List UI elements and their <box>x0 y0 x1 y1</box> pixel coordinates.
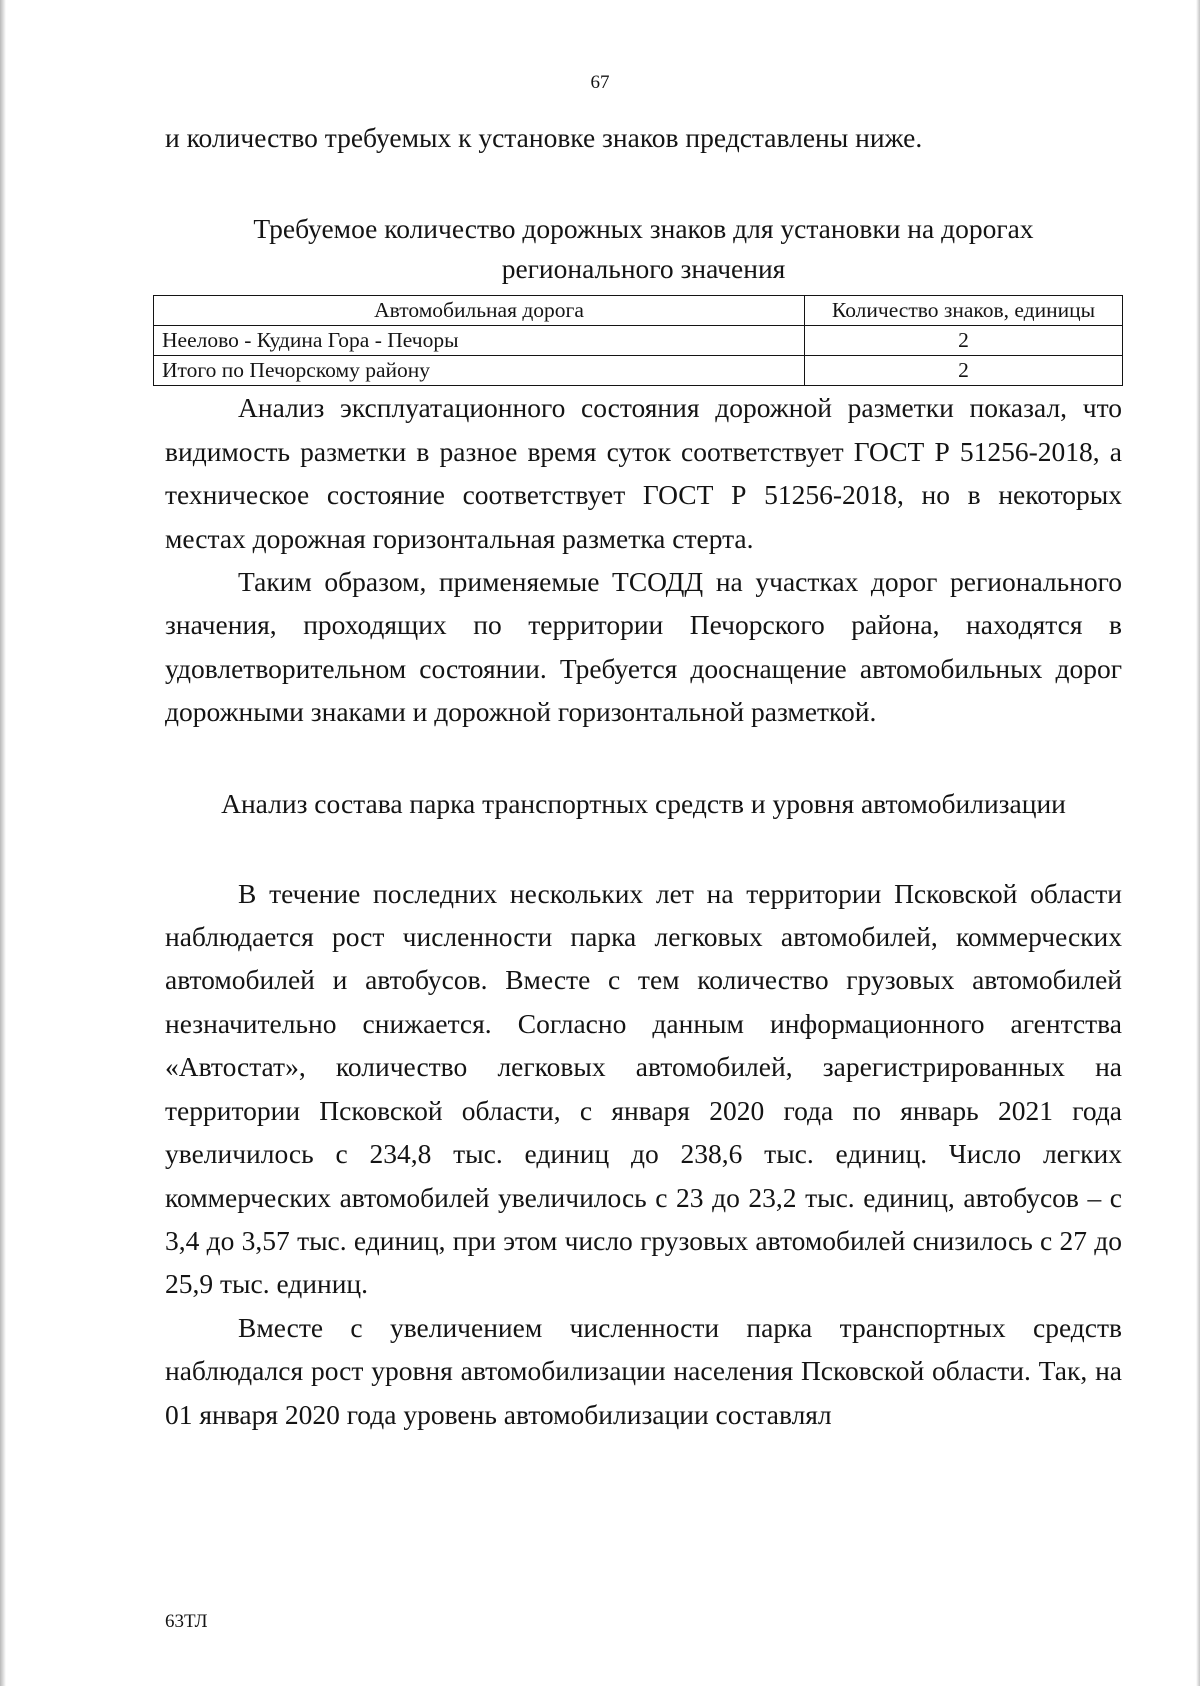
header-road: Автомобильная дорога <box>154 296 805 326</box>
table-title-line-1: Требуемое количество дорожных знаков для установки на дорогах <box>253 213 1034 245</box>
document-body <box>162 116 1122 1436</box>
page-number: 67 <box>590 72 610 93</box>
footer-code: 63ТЛ <box>165 1611 208 1632</box>
table-title-line-2: регионального значения <box>501 253 786 285</box>
table-row <box>154 326 1123 356</box>
cell-count: 2 <box>805 326 1123 356</box>
table-title <box>165 209 1122 289</box>
intro-line: и количество требуемых к установке знаков представлены ниже. <box>165 122 923 153</box>
road-signs-table <box>153 295 1123 386</box>
section-heading: Анализ состава парка транспортных средств и уровня автомобилизации <box>221 787 1066 819</box>
cell-road: Неелово - Кудина Гора - Печоры <box>154 326 805 356</box>
paragraph-vehicle-fleet: В течение последних нескольких лет на территории Псковской области наблюдается рост численности парка легковых автомобилей, коммерческих автомобилей и автобусов. Вместе с тем количество грузовых автомобилей незначительно снижается. Согласно данным информационного агентства «Автостат», количество легковых автомобилей, зарегистрированных на территории Псковской области, с января 2020 года по январь 2021 года увеличилось с 234,8 тыс. единиц до 238,6 тыс. единиц. Число легких коммерческих автомобилей увеличилось с 23 до 23,2 тыс. единиц, автобусов – с 3,4 до 3,57 тыс. единиц, при этом число грузовых автомобилей снизилось с 27 до 25,9 тыс. единиц. <box>165 877 1122 1300</box>
header-count: Количество знаков, единицы <box>805 296 1123 326</box>
paragraph-markings-analysis: Анализ эксплуатационного состояния дорожной разметки показал, что видимость разметки в разное время суток соответствует ГОСТ Р 51256-2018, а техническое состояние соответствует ГОСТ Р 51256-2018, но в некоторых местах дорожная горизонтальная разметка стерта. <box>165 392 1122 554</box>
cell-road: Итого по Печорскому району <box>154 356 805 386</box>
scan-edge-left <box>0 0 6 1686</box>
scan-edge-right <box>1196 0 1200 1686</box>
paragraph-motorization-level: Вместе с увеличением численности парка транспортных средств наблюдался рост уровня автомобилизации населения Псковской области. Так, на 01 января 2020 года уровень автомобилизации составлял <box>165 1311 1122 1430</box>
paragraph-tsodd-conclusion: Таким образом, применяемые ТСОДД на участках дорог регионального значения, проходящих по территории Печорского района, находятся в удовлетворительном состоянии. Требуется дооснащение автомобильных дорог дорожными знаками и дорожной горизонтальной разметкой. <box>165 566 1122 728</box>
cell-count: 2 <box>805 356 1123 386</box>
table-header-row <box>154 296 1123 326</box>
table-row <box>154 356 1123 386</box>
